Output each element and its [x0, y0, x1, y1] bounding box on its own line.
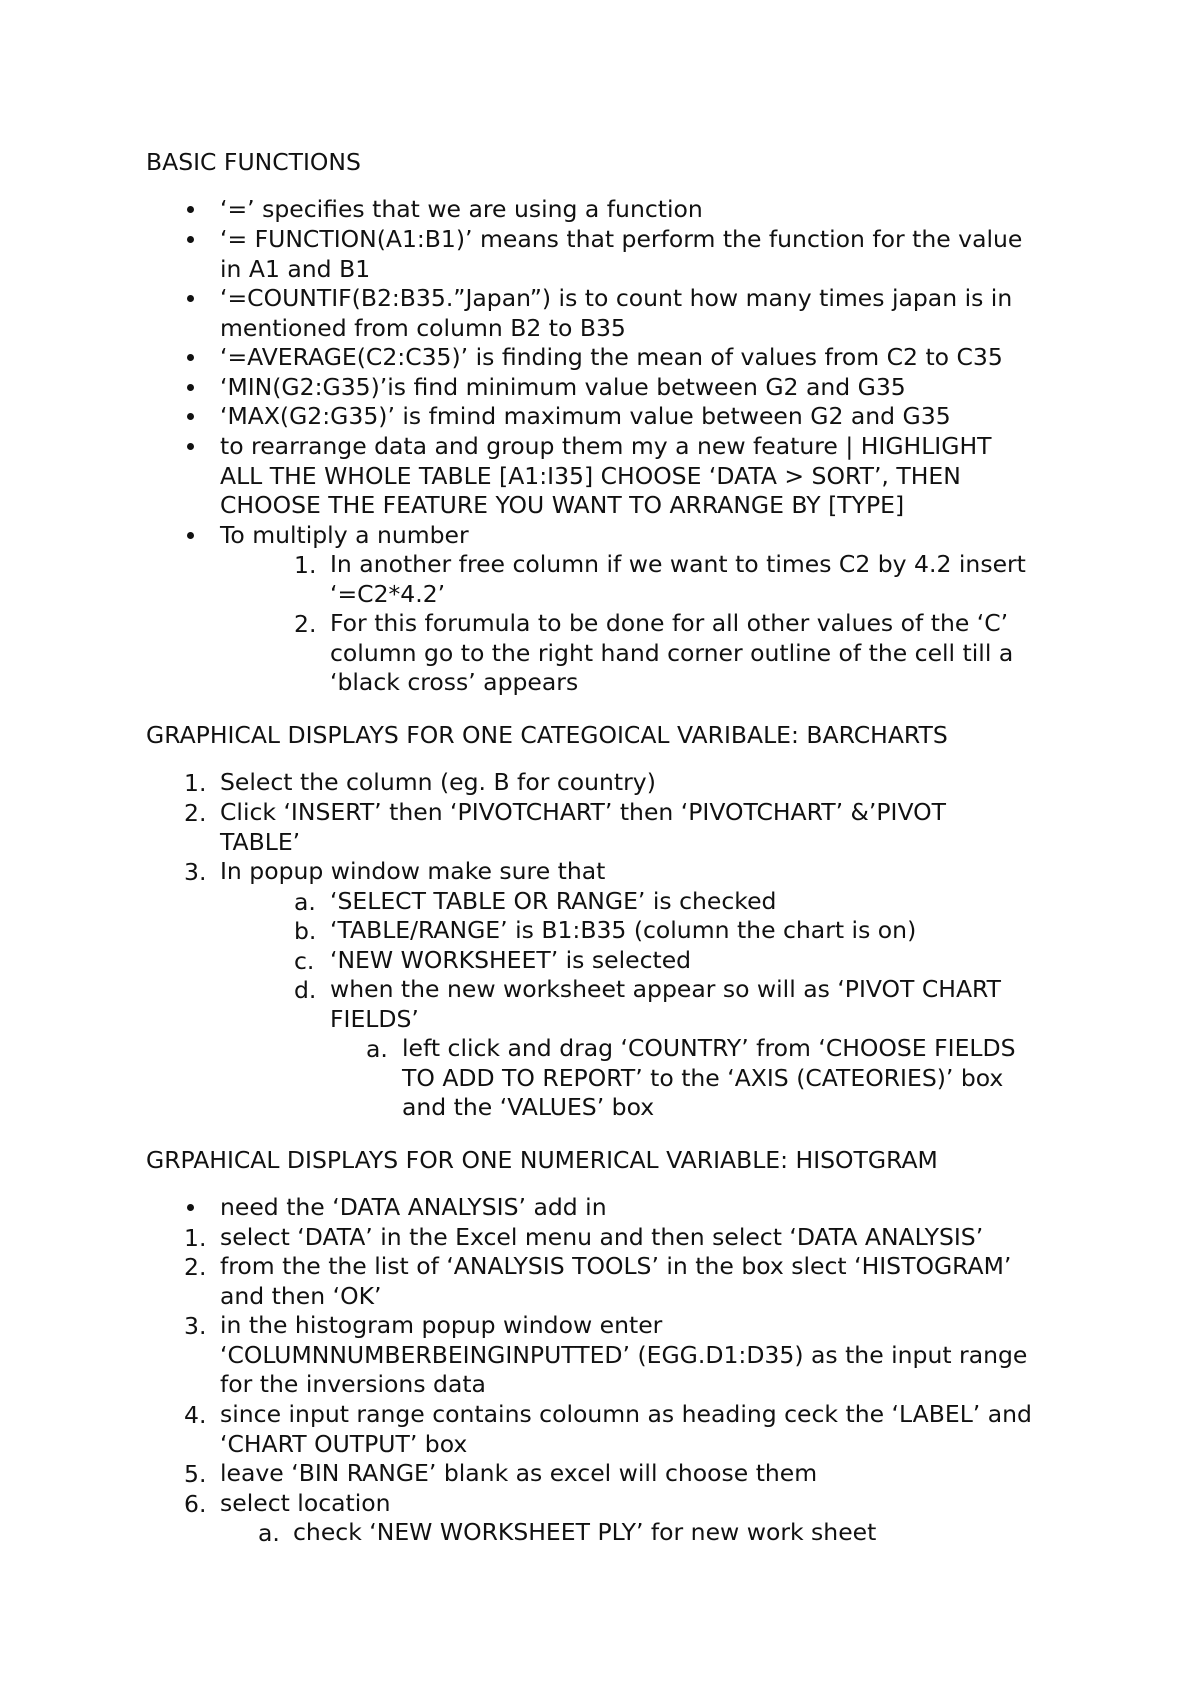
list-marker: 2. [184, 1253, 207, 1281]
list-marker: 2. [184, 799, 207, 827]
bullet-marker [187, 354, 194, 361]
list-marker: c. [294, 947, 315, 975]
document-page: BASIC FUNCTIONS ‘=’ specifies that we are using a function ‘= FUNCTION(A1:B1)’ means that perform the function for the value in A1 and B1 ‘=COUNTIF(B2:B35.”Japan”) is to count how many times japan is in mentioned from column B2 to B35 ‘=AVERAGE(C2:C35)’ is finding the mean of values from C2 to C35 ‘MIN(G2:G35)’is find minimum value between G2 and G35 ‘MAX(G2:G35)’ is fmind maximum value between G2 and G35 to rearrange data and group them my a new feature | HIGHLIGHT ALL THE WHOLE TABLE [A1:I35] CHOOSE ‘DATA > SORT’, THEN CHOOSE THE FEATURE YOU WANT TO ARRANGE BY [TYPE] To multiply a number 1. In another free column if we want to times C2 by 4.2 insert ‘=C2*4.2’ 2. For this forumula to be done for all other values of the ‘C’ column go to the right hand corner outline of the cell till a ‘black cross’ appears GRAPHICAL DISPLAYS FOR ONE CATEGOICAL VARIBALE: BARCHARTS 1. Select the column (eg. B for country) 2. Click ‘INSERT’ then ‘PIVOTCHART’ then ‘PIVOTCHART’ &’PIVOT TABLE’ 3. In popup window make sure that a. ‘SELECT TABLE OR RANGE’ is checked b. ‘TABLE/RANGE’ is B1:B35 (column the chart is on) c. ‘NEW WORKSHEET’ is selected d. when the new worksheet appear so will as ‘PIVOT CHART FIELDS’ a. left click and drag ‘COUNTRY’ from ‘CHOOSE FIELDS TO ADD TO REPORT’ to the ‘AXIS (CATEORIES)’ box and the ‘VALUES’ box GRPAHICAL DISPLAYS FOR ONE NUMERICAL VARIABLE: HISOTGRAM need the ‘DATA ANALYSIS’ add in 1. select ‘DATA’ in the Excel menu and then select ‘DATA ANALYSIS’ 2. from the the list of ‘ANALYSIS TOOLS’ in the box slect ‘HISTOGRAM’ and then ‘OK’ 3. in the histogram popup window enter ‘COLUMNNUMBERBEINGINPUTTED’ (EGG.D1:D35) as the input range for the inversions data 4. since input range contains coloumn as heading ceck the ‘LABEL’ and ‘CHART OUTPUT’ box 5. leave ‘BIN RANGE’ blank as excel will choose them 6. select location a. check ‘NEW WORKSHEET PLY’ for new work sheet [146, 148, 1032, 1547]
list-marker: 1. [184, 769, 207, 797]
list-marker: 6. [184, 1490, 207, 1518]
list-marker: 1. [184, 1224, 207, 1252]
list-marker: 1. [294, 551, 317, 579]
list-marker: b. [294, 917, 317, 945]
section-heading-basic-functions: BASIC FUNCTIONS [146, 148, 361, 176]
bullet-marker [187, 1204, 194, 1211]
bullet-marker [187, 532, 194, 539]
list-marker: 3. [184, 1312, 207, 1340]
list-marker: 4. [184, 1401, 207, 1429]
list-marker: 2. [294, 610, 317, 638]
bullet-marker [187, 236, 194, 243]
list-marker: a. [294, 888, 316, 916]
bullet-marker [187, 413, 194, 420]
list-marker: a. [258, 1519, 280, 1547]
section-heading-histogram: GRPAHICAL DISPLAYS FOR ONE NUMERICAL VARIABLE: HISOTGRAM [146, 1146, 938, 1174]
list-marker: a. [366, 1035, 388, 1063]
list-marker: 3. [184, 858, 207, 886]
bullet-marker [187, 295, 194, 302]
bullet-marker [187, 384, 194, 391]
section-heading-barcharts: GRAPHICAL DISPLAYS FOR ONE CATEGOICAL VARIBALE: BARCHARTS [146, 721, 948, 749]
bullet-marker [187, 206, 194, 213]
list-marker: d. [294, 976, 317, 1004]
bullet-marker [187, 443, 194, 450]
list-marker: 5. [184, 1460, 207, 1488]
